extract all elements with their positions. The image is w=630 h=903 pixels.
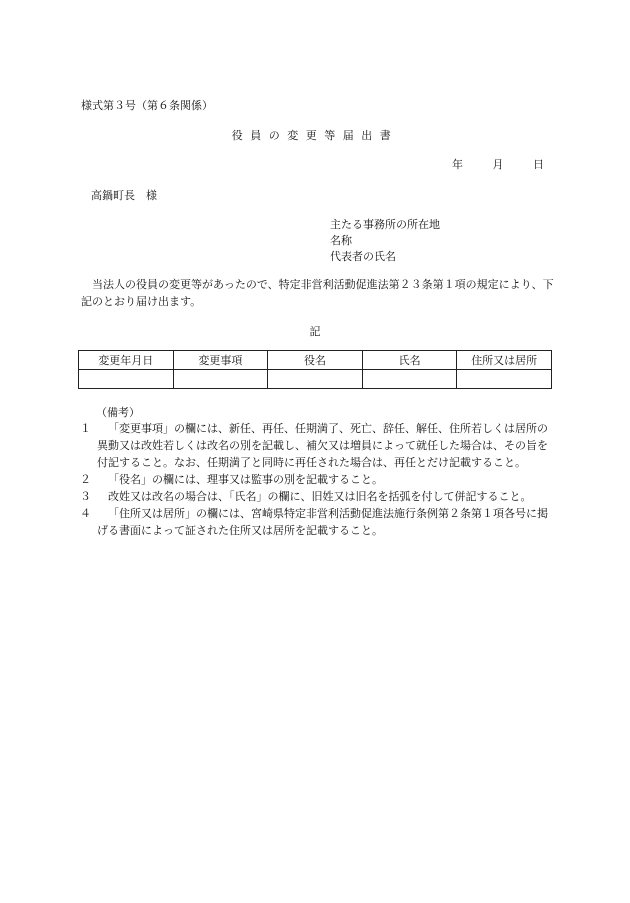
table-row <box>79 370 552 389</box>
notes-list <box>80 420 556 539</box>
date-year-label: 年 <box>452 158 463 171</box>
table-cell-address <box>457 370 552 389</box>
table-cell-change-date <box>79 370 174 389</box>
note-text: 「住所又は居所」の欄には、宮崎県特定非営利活動促進法施行条例第２条第１項各号に掲げる書面によって証された住所又は居所を記載すること。 <box>97 507 548 537</box>
note-text: 改姓又は改名の場合は、「氏名」の欄に、旧姓又は旧名を括弧を付して併記すること。 <box>108 490 532 503</box>
table-cell-position <box>268 370 363 389</box>
addressee: 高鍋町長 様 <box>91 189 157 202</box>
table-cell-name <box>362 370 457 389</box>
notes-heading: （備考） <box>96 406 140 419</box>
note-number: １ <box>80 422 91 435</box>
note-item <box>80 420 556 471</box>
note-item <box>80 471 556 488</box>
note-text: 「変更事項」の欄には、新任、再任、任期満了、死亡、辞任、解任、住所若しくは居所の異動又は改姓若しくは改名の別を記載し、補欠又は増員によって就任した場合は、その旨を付記すること。なお、任期満了と同時に再任された場合は、再任とだけ記載すること。 <box>97 422 548 469</box>
document-title: 役員の変更等届出書 <box>231 129 399 142</box>
note-item <box>80 505 556 539</box>
note-text: 「役名」の欄には、理事又は監事の別を記載すること。 <box>108 473 383 486</box>
form-number: 様式第３号（第６条関係） <box>81 99 213 112</box>
note-item <box>80 488 556 505</box>
date-line <box>452 156 544 172</box>
organization-name-label: 名称 <box>330 234 352 247</box>
sender-block <box>330 217 440 265</box>
column-header-change-date: 変更年月日 <box>79 351 174 370</box>
note-number: ２ <box>80 473 91 486</box>
representative-name-label: 代表者の氏名 <box>330 250 396 263</box>
changes-table <box>78 350 552 389</box>
date-month-label: 月 <box>492 158 504 171</box>
column-header-name: 氏名 <box>362 351 457 370</box>
table-cell-change-item <box>173 370 268 389</box>
column-header-address: 住所又は居所 <box>457 351 552 370</box>
note-number: ３ <box>80 490 91 503</box>
body-text: 当法人の役員の変更等があったので、特定非営利活動促進法第２３条第１項の規定により、下記のとおり届け出ます。 <box>81 278 554 308</box>
ki-heading: 記 <box>309 325 321 338</box>
table-header-row <box>79 351 552 370</box>
column-header-change-item: 変更事項 <box>173 351 268 370</box>
note-number: ４ <box>80 507 91 520</box>
office-address-label: 主たる事務所の所在地 <box>330 218 440 231</box>
date-day-label: 日 <box>533 158 544 171</box>
column-header-position: 役名 <box>268 351 363 370</box>
